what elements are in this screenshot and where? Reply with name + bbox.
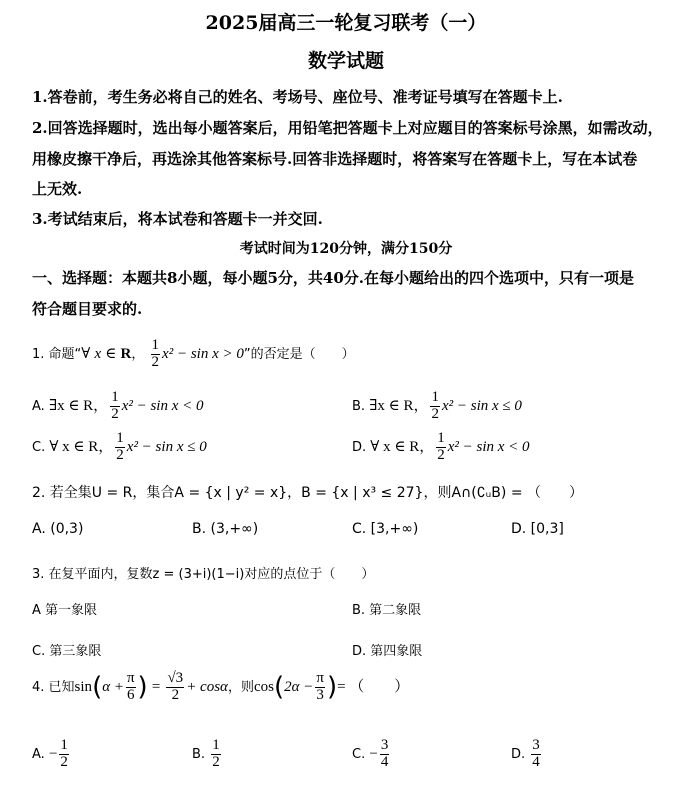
q1-suffix: ”的否定是（ ） xyxy=(243,346,355,362)
q1-option-b: B. ∃x ∈ R， $\frac{1}{2}$ x² − sin x ≤ 0 xyxy=(352,389,522,422)
question-3: 3. 在复平面内，复数z = (3+i)(1−i)对应的点位于（ ） xyxy=(32,567,375,582)
q1-option-c: C. ∀ x ∈ R， $\frac{1}{2}$ x² − sin x ≤ 0 xyxy=(32,430,207,463)
instruction-3: 3.考试结束后，将本试卷和答题卡一并交回. xyxy=(32,210,323,228)
q3-option-a: A 第一象限 xyxy=(32,603,98,618)
q1-fraction: $\frac{1}{2}$ xyxy=(151,337,160,370)
instruction-2: 2.回答选择题时，选出每小题答案后，用铅笔把答题卡上对应题目的答案标号涂黑，如需改动， xyxy=(32,119,663,137)
section-heading-cont: 符合题目要求的. xyxy=(32,300,143,318)
q2-option-c: C. [3,+∞) xyxy=(352,521,419,537)
exam-subtitle: 数学试题 xyxy=(307,50,384,72)
q2-option-b: B. (3,+∞) xyxy=(192,521,259,537)
q3-option-c: C. 第三象限 xyxy=(32,644,102,659)
q1-comma: ， xyxy=(131,346,145,362)
q1-in: ∈ xyxy=(105,345,117,362)
q1-option-a: A. ∃x ∈ R， $\frac{1}{2}$ x² − sin x < 0 xyxy=(32,389,204,422)
q3-option-b: B. 第二象限 xyxy=(352,603,422,618)
q1-expression: x² − sin x > 0 xyxy=(162,345,244,362)
question-1 xyxy=(32,338,355,371)
q4-option-d: D. $\frac{3}{4}$ xyxy=(511,737,540,770)
q4-option-c: C. − $\frac{3}{4}$ xyxy=(352,737,389,770)
q1-option-d: D. ∀ x ∈ R， $\frac{1}{2}$ x² − sin x < 0 xyxy=(352,430,530,463)
q1-R: R xyxy=(120,345,132,362)
q1-forall: ∀ xyxy=(81,345,91,362)
q2-option-d: D. [0,3] xyxy=(511,521,564,537)
q1-prefix: 1. 命题“ xyxy=(32,346,82,362)
exam-title: 2025届高三一轮复习联考（一） xyxy=(205,12,487,34)
instruction-2-end: 上无效. xyxy=(32,180,83,198)
instruction-1: 1.答卷前，考生务必将自己的姓名、考场号、座位号、准考证号填写在答题卡上. xyxy=(32,88,563,106)
q4-option-b: B. $\frac{1}{2}$ xyxy=(192,737,220,770)
question-4: 4. 已知sin(α + $\frac{\pi}{6}$ ) = $\frac{√3}{2}$ + cosα，则cos(2α − $\frac{\pi}{3}$ )= （ ） xyxy=(32,670,410,703)
section-heading: 一、选择题：本题共8小题，每小题5分，共40分.在每小题给出的四个选项中，只有一项是 xyxy=(32,269,634,287)
q2-option-a: A. (0,3) xyxy=(32,521,84,537)
question-2: 2. 若全集U = R，集合A = {x | y² = x}，B = {x | x³ ≤ 27}，则A∩(∁ᵤB) = （ ） xyxy=(32,485,584,501)
q4-option-a: A. − $\frac{1}{2}$ xyxy=(32,737,68,770)
instruction-2-cont: 用橡皮擦干净后，再选涂其他答案标号.回答非选择题时，将答案写在答题卡上，写在本试卷 xyxy=(32,150,638,168)
q1-x: x xyxy=(94,345,102,362)
exam-time-info: 考试时间为120分钟，满分150分 xyxy=(239,241,453,257)
q3-option-d: D. 第四象限 xyxy=(352,644,423,659)
